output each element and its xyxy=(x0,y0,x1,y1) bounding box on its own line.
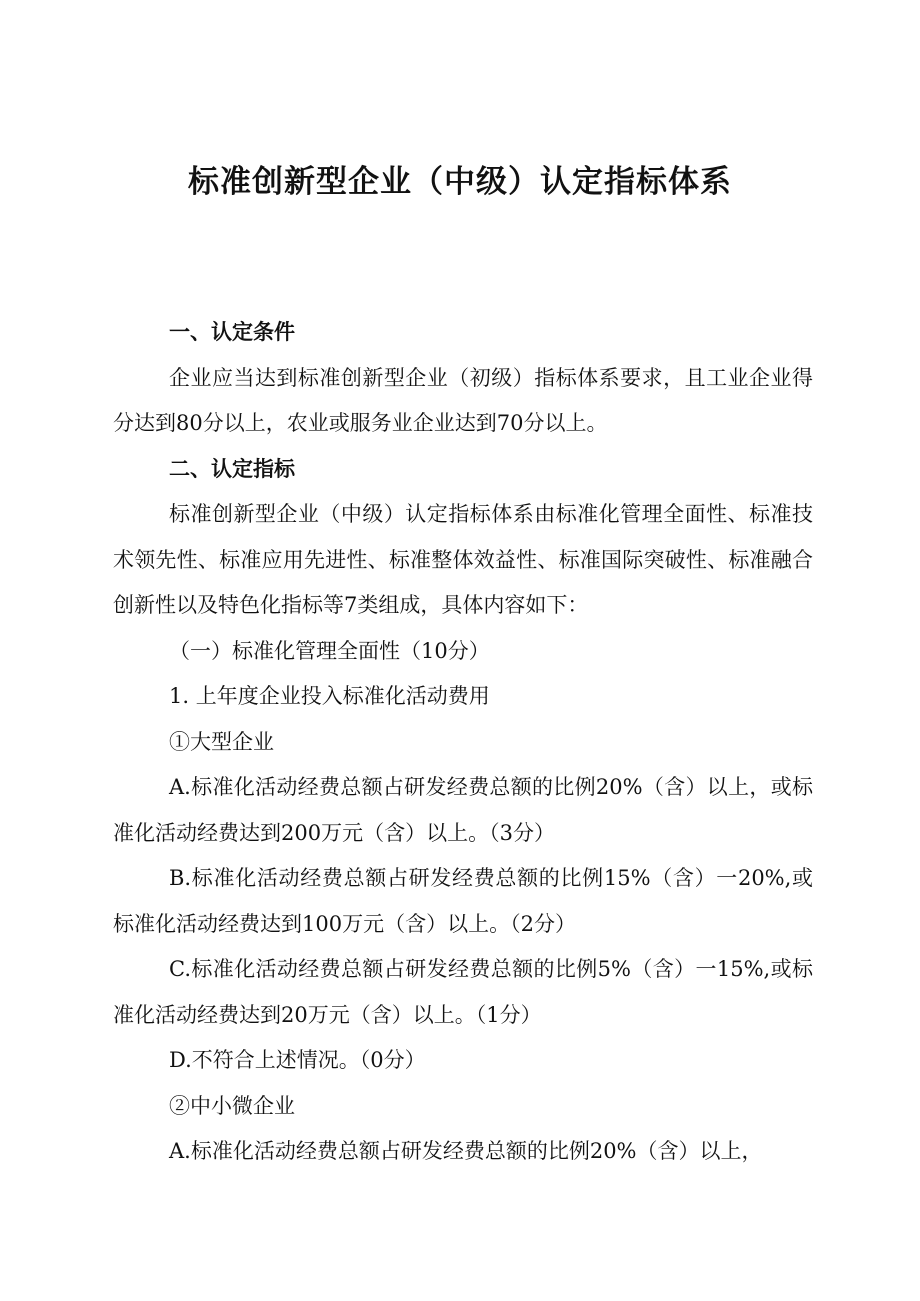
large-option-a: A.标准化活动经费总额占研发经费总额的比例20%（含）以上，或标准化活动经费达到200万元（含）以上。（3分） xyxy=(113,775,813,845)
sme-option-a: A.标准化活动经费总额占研发经费总额的比例20%（含）以上， xyxy=(169,1139,763,1163)
sme-heading: ②中小微企业 xyxy=(169,1093,295,1118)
section1-heading: 一、认定条件 xyxy=(169,320,295,344)
item1-heading: 1. 上年度企业投入标准化活动费用 xyxy=(169,684,490,708)
section1-paragraph: 企业应当达到标准创新型企业（初级）指标体系要求，且工业企业得分达到80分以上，农业或服务业企业达到70分以上。 xyxy=(113,365,813,435)
section2-paragraph: 标准创新型企业（中级）认定指标体系由标准化管理全面性、标准技术领先性、标准应用先进性、标准整体效益性、标准国际突破性、标准融合创新性以及特色化指标等7类组成，具体内容如下： xyxy=(113,502,813,617)
subsection1-heading: （一）标准化管理全面性（10分） xyxy=(169,638,490,663)
large-option-d: D.不符合上述情况。（0分） xyxy=(169,1048,426,1072)
document-title: 标准创新型企业（中级）认定指标体系 xyxy=(188,164,732,200)
large-option-b: B.标准化活动经费总额占研发经费总额的比例15%（含）一20%,或标准化活动经费达到100万元（含）以上。（2分） xyxy=(113,866,813,936)
document-body xyxy=(113,310,813,1175)
section2-heading: 二、认定指标 xyxy=(169,456,295,481)
large-option-c: C.标准化活动经费总额占研发经费总额的比例5%（含）一15%,或标准化活动经费达到20万元（含）以上。（1分） xyxy=(113,957,813,1027)
large-enterprise-heading: ①大型企业 xyxy=(169,729,274,754)
